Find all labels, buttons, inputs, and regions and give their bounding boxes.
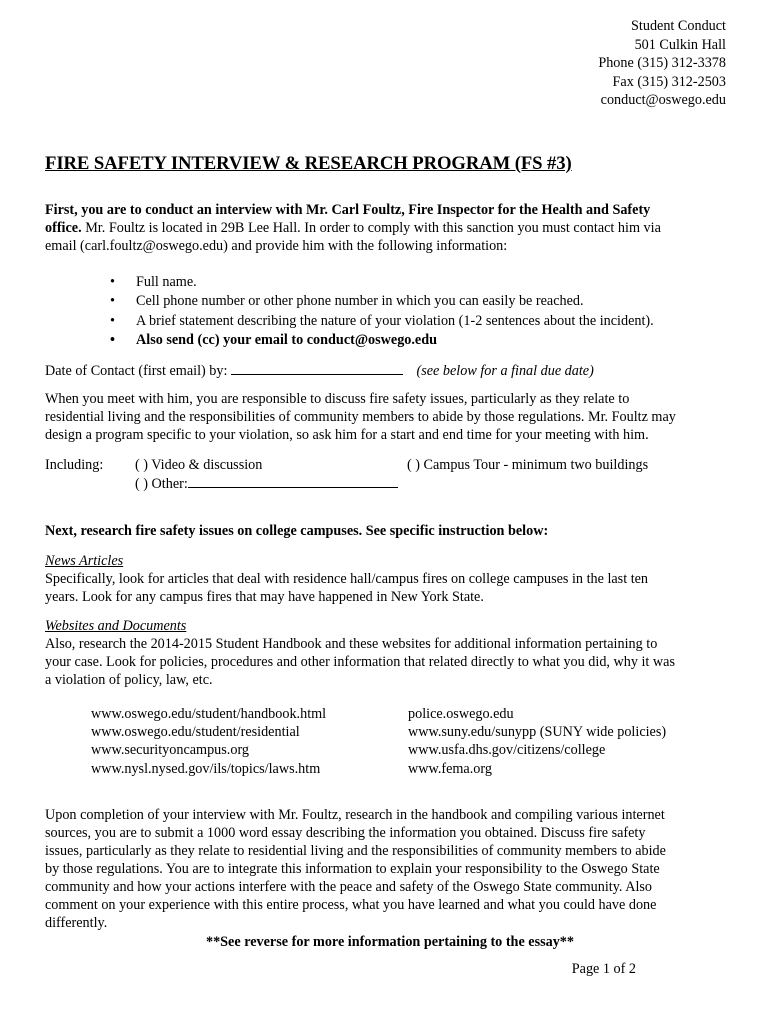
paragraph-line: comment on your experience with this entire process, what you have learned and what you could have done (45, 897, 657, 913)
paragraph-line: residential living and the responsibilities of community members to abide by those regulations. Mr. Foultz may (45, 409, 676, 425)
paragraph-line: Also, research the 2014-2015 Student Handbook and these websites for additional information pertaining to (45, 636, 658, 652)
intro-paragraph (45, 201, 735, 255)
intro-line-2-bold: office. (45, 220, 82, 236)
websites-documents-section (45, 617, 735, 689)
resource-link[interactable]: www.usfa.dhs.gov/citizens/college (408, 742, 606, 759)
page-number: Page 1 of 2 (571, 961, 636, 977)
resource-link[interactable]: police.oswego.edu (408, 706, 514, 722)
paragraph-line: Specifically, look for articles that deal with residence hall/campus fires on college campuses in the last ten (45, 571, 649, 587)
option-campus-tour[interactable]: ( ) Campus Tour - minimum two buildings (407, 457, 649, 473)
option-other-field[interactable] (188, 474, 398, 488)
date-of-contact-field[interactable] (231, 361, 403, 375)
date-of-contact-label: Date of Contact (first email) by: (45, 363, 231, 379)
paragraph-line: Upon completion of your interview with Mr. Foultz, research in the handbook and compiling various internet (45, 807, 665, 823)
paragraph-line: issues, particularly as they relate to residential living and the responsibilities of community members to abide (45, 843, 666, 859)
paragraph-line: design a program specific to your violation, so ask him for a start and end time for your meeting with him. (45, 427, 649, 443)
resource-link[interactable]: www.oswego.edu/student/residential (91, 724, 300, 741)
intro-line-3: email (carl.foultz@oswego.edu) and provide him with the following information: (45, 238, 508, 254)
paragraph-line: a violation of policy, law, etc. (45, 672, 213, 688)
resource-link[interactable]: www.suny.edu/sunypp (SUNY wide policies) (408, 724, 667, 741)
resource-link[interactable]: www.oswego.edu/student/handbook.html (91, 706, 327, 722)
reverse-note: **See reverse for more information pertaining to the essay** (205, 934, 574, 950)
office-email: conduct@oswego.edu (600, 92, 726, 109)
including-label: Including: (45, 457, 104, 473)
office-address-block (598, 17, 726, 110)
paragraph-line: sources, you are to submit a 1000 word essay describing the information you obtained. Discuss fire safety (45, 825, 646, 841)
office-name: Student Conduct (631, 18, 726, 34)
paragraph-line: differently. (45, 915, 108, 931)
intro-line-1: First, you are to conduct an interview with Mr. Carl Foultz, Fire Inspector for the Health and Safety (45, 202, 651, 218)
resource-link[interactable]: www.fema.org (408, 760, 492, 777)
paragraph-line: years. Look for any campus fires that may have happened in New York State. (45, 589, 484, 605)
office-fax: Fax (315) 312-2503 (612, 73, 726, 90)
option-other-label: ( ) Other: (135, 476, 188, 492)
resource-link[interactable]: www.securityoncampus.org (91, 742, 250, 759)
office-phone: Phone (315) 312-3378 (598, 55, 726, 72)
intro-line-2 (45, 219, 735, 237)
office-building: 501 Culkin Hall (634, 36, 726, 53)
due-date-note: (see below for a final due date) (416, 363, 594, 379)
news-articles-section (45, 552, 735, 606)
option-other[interactable] (135, 474, 398, 493)
required-info-list (110, 273, 750, 351)
news-articles-heading: News Articles (45, 553, 124, 569)
resource-links-right (408, 705, 666, 778)
resource-link[interactable]: www.nysl.nysed.gov/ils/topics/laws.htm (91, 760, 321, 777)
list-item: • A brief statement describing the nature of your violation (1-2 sentences about the incident). (110, 312, 750, 331)
research-heading: Next, research fire safety issues on college campuses. See specific instruction below: (45, 523, 549, 539)
date-of-contact (45, 361, 735, 380)
paragraph-line: by those regulations. You are to integrate this information to explain your responsibility to the Oswego State (45, 861, 660, 877)
list-item: • Also send (cc) your email to conduct@oswego.edu (110, 331, 750, 350)
option-video-discussion[interactable]: ( ) Video & discussion (135, 457, 263, 473)
list-item: • Full name. (110, 273, 750, 292)
paragraph-line: community and how your actions interfere with the peace and safety of the Oswego State community. Also (45, 879, 653, 895)
meeting-paragraph (45, 390, 735, 444)
paragraph-line: your case. Look for policies, procedures and other information that related directly to what you did, why it was (45, 654, 675, 670)
websites-documents-heading: Websites and Documents (45, 618, 187, 634)
including-options (45, 456, 745, 496)
completion-paragraph (45, 806, 735, 932)
document-title: FIRE SAFETY INTERVIEW & RESEARCH PROGRAM (FS #3) (45, 153, 572, 174)
intro-line-2-rest: Mr. Foultz is located in 29B Lee Hall. In order to comply with this sanction you must contact him via (81, 220, 661, 236)
resource-links (0, 705, 770, 785)
list-item: • Cell phone number or other phone number in which you can easily be reached. (110, 292, 750, 311)
paragraph-line: When you meet with him, you are responsible to discuss fire safety issues, particularly as they relate to (45, 391, 630, 407)
resource-links-left (91, 705, 326, 778)
